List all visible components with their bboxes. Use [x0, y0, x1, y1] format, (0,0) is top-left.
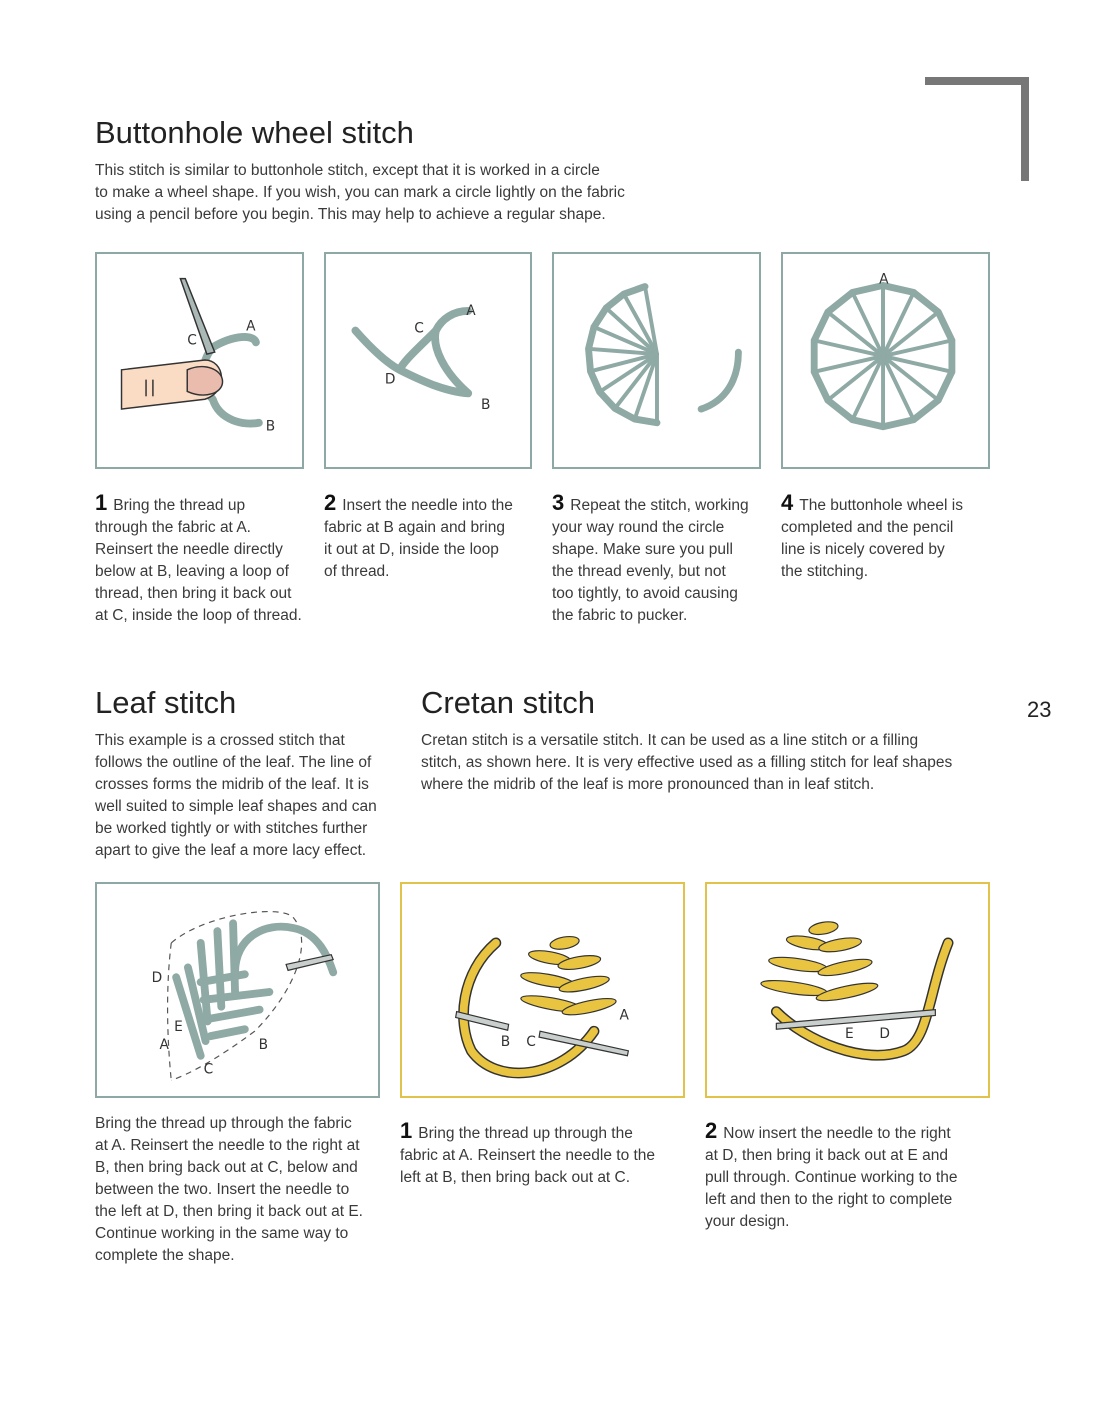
- wheel-spoke: [852, 292, 883, 356]
- label-c: C: [187, 332, 197, 349]
- leaf-stitch-illustration: [97, 884, 378, 1096]
- cretan-intro: Cretan stitch is a versatile stitch. It can be used as a line stitch or a filling stitch, as shown here. It is very effective used as a filling stitch for leaf shapes where the midrib of the leaf is more pronounced than in leaf stitch.: [421, 732, 953, 793]
- leaf-intro: This example is a crossed stitch that follows the outline of the leaf. The line of crosses forms the midrib of the leaf. It is well suited to simple leaf shapes and can be worked tightly or with stitches further apart to give the leaf a more lacy effect.: [95, 732, 377, 859]
- leaf-title: Leaf stitch: [95, 685, 237, 720]
- full-wheel-illustration: [783, 254, 988, 467]
- wheel-spoke: [883, 292, 914, 356]
- cretan-step-1: 1 Bring the thread up through the fabric at A. Reinsert the needle to the left at B, then bring back out at C.: [400, 1118, 656, 1186]
- buttonhole-step-3: 3 Repeat the stitch, working your way round the circle shape. Make sure you pull the thread evenly, but not too tightly, to avoid causing the fabric to pucker.: [552, 490, 749, 624]
- label-a: A: [619, 1007, 629, 1024]
- buttonhole-figure-2: [324, 252, 532, 469]
- step-number: 4: [781, 490, 794, 515]
- label-a: A: [246, 318, 256, 335]
- wheel-thread-tail: [701, 352, 738, 409]
- buttonhole-step-2: 2 Insert the needle into the fabric at B again and bring it out at D, inside the loop of thread.: [324, 490, 513, 580]
- buttonhole-step-4: 4 The buttonhole wheel is completed and the pencil line is nicely covered by the stitching.: [781, 490, 963, 580]
- intro-line: to make a wheel shape. If you wish, you can mark a circle lightly on the fabric: [95, 184, 625, 201]
- label-c: C: [526, 1033, 536, 1050]
- leaf-caption: Bring the thread up through the fabric at A. Reinsert the needle to the right at B, then bring back out at C, below and between the two. Insert the needle to the left at D, then bring it back out at E. Continue working in the same way to complete the shape.: [95, 1115, 363, 1264]
- cretan-figure-2: [705, 882, 990, 1098]
- buttonhole-intro: [95, 160, 715, 226]
- cretan-step2-illustration: [707, 884, 988, 1096]
- step-number: 1: [400, 1118, 413, 1143]
- label-b: B: [258, 1036, 269, 1053]
- buttonhole-step-1: 1 Bring the thread up through the fabric at A. Reinsert the needle directly below at B, leaving a loop of thread, then bring it back out at C, inside the loop of thread.: [95, 490, 302, 624]
- cretan-title: Cretan stitch: [421, 685, 596, 720]
- wheel-spoke: [883, 356, 914, 420]
- label-c: C: [414, 320, 424, 337]
- wheel-spoke: [635, 354, 657, 419]
- label-b: B: [480, 397, 491, 414]
- buttonhole-figure-1: [95, 252, 304, 469]
- loop-illustration: [326, 254, 530, 467]
- cretan-step1-illustration: [402, 884, 683, 1096]
- label-e: E: [845, 1026, 854, 1043]
- corner-mark: [925, 77, 1029, 181]
- step-number: 2: [324, 490, 337, 515]
- cretan-figure-1: [400, 882, 685, 1098]
- step-number: 3: [552, 490, 565, 515]
- label-a: A: [466, 302, 476, 319]
- finger-needle-illustration: [97, 254, 302, 467]
- label-b: B: [265, 418, 276, 435]
- wheel-spoke: [852, 356, 883, 420]
- partial-wheel-illustration: [554, 254, 759, 467]
- intro-line: using a pencil before you begin. This may help to achieve a regular shape.: [95, 206, 606, 223]
- label-d: D: [151, 970, 163, 987]
- buttonhole-title: Buttonhole wheel stitch: [95, 115, 414, 150]
- label-a: A: [879, 271, 889, 288]
- label-d: D: [384, 371, 396, 388]
- page-number: 23: [1027, 697, 1052, 722]
- label-d: D: [879, 1026, 890, 1043]
- label-b: B: [500, 1033, 511, 1050]
- label-c: C: [203, 1061, 214, 1078]
- buttonhole-figure-3: [552, 252, 761, 469]
- step-number: 1: [95, 490, 108, 515]
- label-a: A: [159, 1036, 169, 1053]
- cretan-step-2: 2 Now insert the needle to the right at D, then bring it back out at E and pull through. Continue working to the left and then to the right to complete your design.: [705, 1118, 958, 1230]
- intro-line: This stitch is similar to buttonhole stitch, except that it is worked in a circle: [95, 162, 600, 179]
- label-e: E: [174, 1019, 183, 1036]
- step-number: 2: [705, 1118, 718, 1143]
- leaf-figure: [95, 882, 380, 1098]
- buttonhole-figure-4: [781, 252, 990, 469]
